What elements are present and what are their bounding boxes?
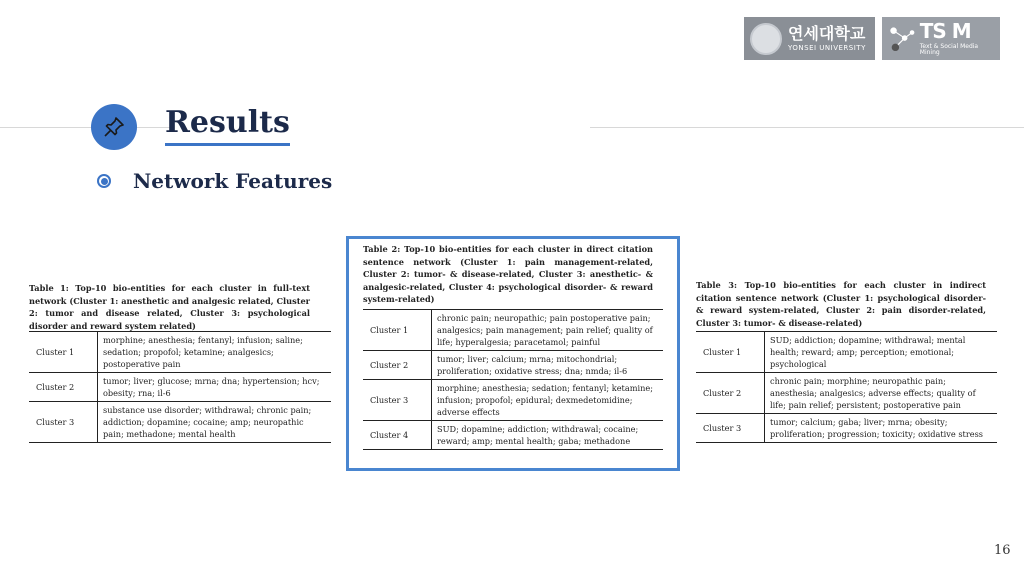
cluster-label: Cluster 4 bbox=[363, 421, 432, 450]
cluster-entities: tumor; liver; glucose; mrna; dna; hypertension; hcv; obesity; rna; il-6 bbox=[98, 373, 332, 402]
section-subheading: Network Features bbox=[133, 169, 333, 193]
pushpin-icon bbox=[91, 104, 137, 150]
cluster-entities: tumor; calcium; gaba; liver; mrna; obesity; proliferation; progression; toxicity; oxidative stress bbox=[765, 414, 998, 443]
cluster-entities: tumor; liver; calcium; mrna; mitochondrial; proliferation; oxidative stress; dna; nmda; il-6 bbox=[432, 351, 664, 380]
cluster-entities: morphine; anesthesia; fentanyl; infusion; saline; sedation; propofol; ketamine; analgesics; postoperative pain bbox=[98, 332, 332, 373]
table1-caption: Table 1: Top-10 bio-entities for each cluster in full-text network (Cluster 1: anesthetic and analgesic related, Cluster 2: tumor and disease related, Cluster 3: psychological disorder and reward system related) bbox=[29, 283, 310, 331]
cluster-entities: morphine; anesthesia; sedation; fentanyl; ketamine; infusion; propofol; epidural; dexmedetomidine; adverse effects bbox=[432, 380, 664, 421]
page-number: 16 bbox=[994, 543, 1011, 558]
cluster-entities: substance use disorder; withdrawal; chronic pain; addiction; dopamine; cocaine; amp; neuropathic pain; methadone; mental health bbox=[98, 402, 332, 443]
yonsei-seal-icon bbox=[750, 23, 782, 55]
cluster-entities: SUD; dopamine; addiction; withdrawal; cocaine; reward; amp; mental health; gaba; methadone bbox=[432, 421, 664, 450]
table-row bbox=[363, 351, 663, 380]
header-rule-left bbox=[0, 127, 170, 128]
header-rule-right bbox=[590, 127, 1024, 128]
cluster-label: Cluster 3 bbox=[696, 414, 765, 443]
tsmm-lab-logo bbox=[882, 17, 1000, 60]
cluster-label: Cluster 3 bbox=[363, 380, 432, 421]
table-row bbox=[696, 373, 997, 414]
cluster-label: Cluster 3 bbox=[29, 402, 98, 443]
yonsei-university-logo bbox=[744, 17, 875, 60]
table-row bbox=[363, 421, 663, 450]
table1 bbox=[29, 331, 331, 443]
cluster-label: Cluster 2 bbox=[29, 373, 98, 402]
table2-caption: Table 2: Top-10 bio-entities for each cluster in direct citation sentence network (Cluster 1: pain management-related, Cluster 2: tumor- & disease-related, Cluster 3: anesthetic- & analgesic-related, Cluster 4: psychological disorder- & reward system-related) bbox=[363, 244, 653, 304]
cluster-entities: chronic pain; neuropathic; pain postoperative pain; analgesics; pain management; pain relief; quality of life; hyperalgesia; paracetamol; painful bbox=[432, 310, 664, 351]
table3-caption: Table 3: Top-10 bio-entities for each cluster in indirect citation sentence network (Cluster 1: psychological disorder- & reward system-related, Cluster 2: pain disorder-related, Cluster 3: tumor- & disease-related) bbox=[696, 280, 986, 328]
cluster-entities: SUD; addiction; dopamine; withdrawal; mental health; reward; amp; perception; emotional; psychological bbox=[765, 332, 998, 373]
cluster-entities: chronic pain; morphine; neuropathic pain; anesthesia; analgesics; adverse effects; quality of life; pain relief; persistent; postoperative pain bbox=[765, 373, 998, 414]
table-row bbox=[29, 332, 331, 373]
cluster-label: Cluster 1 bbox=[363, 310, 432, 351]
table-row bbox=[696, 332, 997, 373]
cluster-label: Cluster 1 bbox=[29, 332, 98, 373]
table-row bbox=[363, 380, 663, 421]
tsmm-tagline: Text & Social Media Mining bbox=[919, 43, 979, 56]
page-title: Results bbox=[165, 104, 290, 146]
table3 bbox=[696, 331, 997, 443]
tsmm-wordmark: TS M bbox=[919, 19, 971, 43]
table-row bbox=[29, 402, 331, 443]
cluster-label: Cluster 2 bbox=[363, 351, 432, 380]
yonsei-english-name: YONSEI UNIVERSITY bbox=[788, 43, 866, 52]
radio-bullet-icon bbox=[97, 174, 111, 188]
yonsei-korean-name: 연세대학교 bbox=[788, 23, 866, 43]
table-row bbox=[29, 373, 331, 402]
table-row bbox=[696, 414, 997, 443]
table-row bbox=[363, 310, 663, 351]
cluster-label: Cluster 2 bbox=[696, 373, 765, 414]
table2 bbox=[363, 309, 663, 450]
network-graph-icon bbox=[888, 22, 916, 56]
cluster-label: Cluster 1 bbox=[696, 332, 765, 373]
